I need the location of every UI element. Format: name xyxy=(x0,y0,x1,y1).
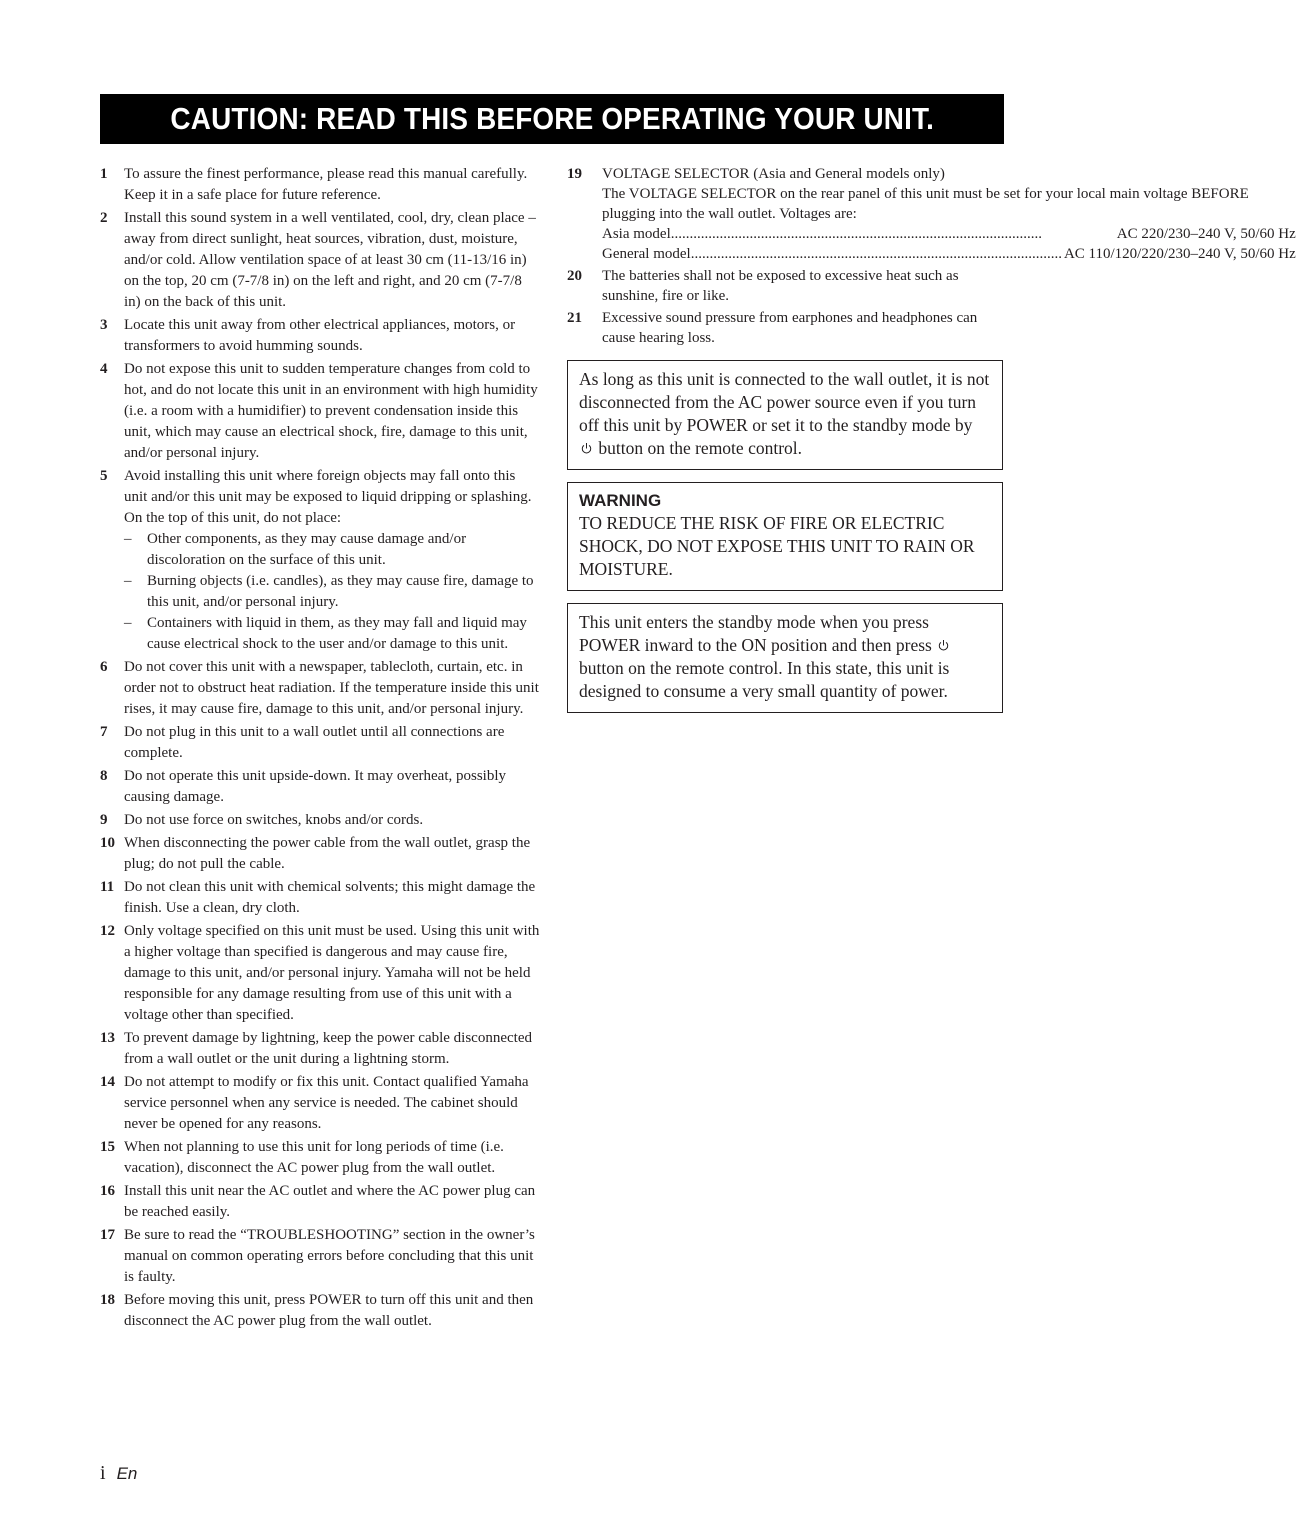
item-text: Avoid installing this unit where foreign objects may fall onto this unit and/or this unit may be exposed to liquid dripping or splashing. On the top of this unit, do not place: xyxy=(124,468,532,526)
standby-power-icon xyxy=(581,442,592,455)
item-text: Do not clean this unit with chemical solvents; this might damage the finish. Use a clean, dry cloth. xyxy=(124,879,536,916)
item-text: Do not cover this unit with a newspaper, tablecloth, curtain, etc. in order not to obstruct heat radiation. If the temperature inside this unit rises, it may cause fire, damage to this unit, and/or personal injury. xyxy=(124,659,539,717)
list-item-17 xyxy=(100,1225,540,1288)
voltage-row-general xyxy=(602,244,1296,264)
sub-item-text: Burning objects (i.e. candles), as they may cause fire, damage to this unit, and/or personal injury. xyxy=(147,573,534,610)
list-item-21 xyxy=(567,308,1007,348)
voltage-label: Asia model xyxy=(602,226,671,242)
item-number: 21 xyxy=(567,310,582,326)
warning-text: TO REDUCE THE RISK OF FIRE OR ELECTRIC SHOCK, DO NOT EXPOSE THIS UNIT TO RAIN OR MOISTURE. xyxy=(579,513,975,579)
notice-text: As long as this unit is connected to the wall outlet, it is not disconnected from the AC power source even if you turn off this unit by POWER or set it to the standby mode by xyxy=(579,369,990,435)
list-item-16 xyxy=(100,1181,540,1223)
warning-heading: WARNING xyxy=(579,491,662,510)
item-number: 19 xyxy=(567,166,582,182)
item-number: 4 xyxy=(100,361,108,377)
item-number: 20 xyxy=(567,268,582,284)
standby-mode-box xyxy=(567,603,1003,713)
item-text: Do not expose this unit to sudden temperature changes from cold to hot, and do not locate this unit in an environment with high humidity (i.e. a room with a humidifier) to prevent condensation inside this unit, which may cause an electrical shock, fire, damage to this unit, and/or personal injury. xyxy=(124,361,538,461)
item-number: 18 xyxy=(100,1292,115,1308)
sub-item xyxy=(124,529,540,571)
item-text: Before moving this unit, press POWER to turn off this unit and then disconnect the AC power plug from the wall outlet. xyxy=(124,1292,534,1329)
voltage-row-asia xyxy=(602,224,1296,244)
item-number: 10 xyxy=(100,835,115,851)
dash-bullet: – xyxy=(124,573,132,589)
list-item-14 xyxy=(100,1072,540,1135)
item-number: 6 xyxy=(100,659,108,675)
item-text: Do not use force on switches, knobs and/or cords. xyxy=(124,812,424,828)
page-footer xyxy=(100,1462,137,1485)
item-text: Locate this unit away from other electrical appliances, motors, or transformers to avoid humming sounds. xyxy=(124,317,516,354)
list-item-20 xyxy=(567,266,1007,306)
list-item-19 xyxy=(567,164,1296,264)
voltage-label: General model xyxy=(602,246,691,262)
item-text: Only voltage specified on this unit must be used. Using this unit with a higher voltage than specified is dangerous and may cause fire, damage to this unit, and/or personal injury. Yamaha will not be held responsible for any damage resulting from use of this unit with a voltage other than specified. xyxy=(124,923,540,1023)
sub-item xyxy=(124,571,540,613)
caution-banner xyxy=(100,94,1004,144)
list-item-6 xyxy=(100,657,540,720)
list-item-4 xyxy=(100,359,540,464)
item-text: Excessive sound pressure from earphones and headphones can cause hearing loss. xyxy=(602,310,978,346)
item-text: To prevent damage by lightning, keep the power cable disconnected from a wall outlet or the unit during a lightning storm. xyxy=(124,1030,532,1067)
list-item-5 xyxy=(100,466,540,655)
language-code: En xyxy=(116,1464,138,1483)
item-number: 8 xyxy=(100,768,108,784)
dash-bullet: – xyxy=(124,615,132,631)
item-number: 2 xyxy=(100,210,108,226)
sub-item-text: Other components, as they may cause damage and/or discoloration on the surface of this unit. xyxy=(147,531,467,568)
notice-text: button on the remote control. In this state, this unit is designed to consume a very small quantity of power. xyxy=(579,658,950,701)
list-item-12 xyxy=(100,921,540,1026)
voltage-selector-heading: VOLTAGE SELECTOR (Asia and General models only) xyxy=(602,166,945,182)
item-number: 12 xyxy=(100,923,115,939)
list-item-9 xyxy=(100,810,540,831)
page-number: i xyxy=(100,1462,106,1484)
item-text: When disconnecting the power cable from the wall outlet, grasp the plug; do not pull the cable. xyxy=(124,835,531,872)
sub-item xyxy=(124,613,540,655)
left-column xyxy=(100,164,540,1334)
item-text: The VOLTAGE SELECTOR on the rear panel of this unit must be set for your local main voltage BEFORE plugging into the wall outlet. Voltages are: xyxy=(602,186,1249,222)
item-number: 11 xyxy=(100,879,115,895)
list-item-15 xyxy=(100,1137,540,1179)
item-number: 3 xyxy=(100,317,108,333)
list-item-13 xyxy=(100,1028,540,1070)
item-text: Install this unit near the AC outlet and where the AC power plug can be reached easily. xyxy=(124,1183,536,1220)
notice-text: This unit enters the standby mode when you press POWER inward to the ON position and then press xyxy=(579,612,932,655)
item-number: 16 xyxy=(100,1183,115,1199)
page-title: CAUTION: READ THIS BEFORE OPERATING YOUR UNIT. xyxy=(170,101,934,136)
dash-bullet: – xyxy=(124,531,132,547)
item-number: 14 xyxy=(100,1074,115,1090)
list-item-2 xyxy=(100,208,540,313)
right-column xyxy=(567,164,1296,713)
item-text: Be sure to read the “TROUBLESHOOTING” section in the owner’s manual on common operating errors before concluding that this unit is faulty. xyxy=(124,1227,535,1285)
list-item-8 xyxy=(100,766,540,808)
item-text: The batteries shall not be exposed to excessive heat such as sunshine, fire or like. xyxy=(602,268,959,304)
list-item-11 xyxy=(100,877,540,919)
list-item-10 xyxy=(100,833,540,875)
voltage-value: AC 110/120/220/230–240 V, 50/60 Hz xyxy=(1063,246,1296,262)
sub-item-text: Containers with liquid in them, as they may fall and liquid may cause electrical shock to the user and/or damage to this unit. xyxy=(147,615,527,652)
item-text: When not planning to use this unit for long periods of time (i.e. vacation), disconnect the AC power plug from the wall outlet. xyxy=(124,1139,504,1176)
list-item-1 xyxy=(100,164,540,206)
notice-text: button on the remote control. xyxy=(598,438,803,458)
list-item-18 xyxy=(100,1290,540,1332)
item-number: 9 xyxy=(100,812,108,828)
item-number: 15 xyxy=(100,1139,115,1155)
dot-leader xyxy=(691,244,1062,264)
standby-power-icon xyxy=(938,639,949,652)
list-item-7 xyxy=(100,722,540,764)
item-number: 5 xyxy=(100,468,108,484)
voltage-value: AC 220/230–240 V, 50/60 Hz xyxy=(1116,226,1296,242)
item-text: To assure the finest performance, please read this manual carefully. Keep it in a safe place for future reference. xyxy=(124,166,528,203)
item-text: Do not attempt to modify or fix this unit. Contact qualified Yamaha service personnel when any service is needed. The cabinet should never be opened for any reasons. xyxy=(124,1074,529,1132)
item-number: 7 xyxy=(100,724,108,740)
warning-box xyxy=(567,482,1003,591)
list-item-3 xyxy=(100,315,540,357)
item-number: 1 xyxy=(100,166,108,182)
item-number: 17 xyxy=(100,1227,115,1243)
item-text: Do not operate this unit upside-down. It may overheat, possibly causing damage. xyxy=(124,768,507,805)
standby-notice-box xyxy=(567,360,1003,470)
item-number: 13 xyxy=(100,1030,115,1046)
item-text: Do not plug in this unit to a wall outlet until all connections are complete. xyxy=(124,724,505,761)
dot-leader xyxy=(671,224,1115,244)
item-text: Install this sound system in a well ventilated, cool, dry, clean place – away from direct sunlight, heat sources, vibration, dust, moisture, and/or cold. Allow ventilation space of at least 30 cm (11-13/16 in) on the top, 20 cm (7-7/8 in) on the left and right, and 20 cm (7-7/8 in) on the back of this unit. xyxy=(124,210,536,310)
